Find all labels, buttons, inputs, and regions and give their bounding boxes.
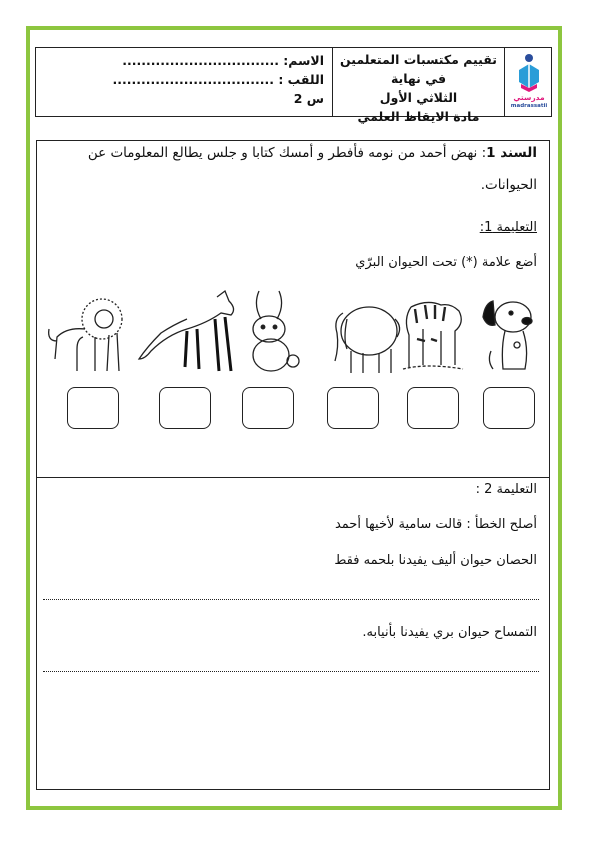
answer-box-rabbit[interactable] xyxy=(242,387,294,429)
tiger-icon xyxy=(403,302,463,369)
answer-box-lion[interactable] xyxy=(67,387,119,429)
instruction-1-label: التعليمة 1: xyxy=(479,220,537,235)
logo-text: مدرستي xyxy=(513,93,545,102)
logo-icon xyxy=(505,48,553,94)
support-text xyxy=(88,145,537,161)
answer-line-2[interactable] xyxy=(43,671,539,672)
wrong-sentence-2: التمساح حيوان بري يفيدنا بأنيابه. xyxy=(362,625,537,640)
answer-line-1[interactable] xyxy=(43,599,539,600)
worksheet-body xyxy=(36,140,550,790)
animal-pictures xyxy=(47,289,541,379)
answer-box-fox[interactable] xyxy=(159,387,211,429)
instruction-2-label: التعليمة 2 : xyxy=(475,482,537,497)
dog-icon xyxy=(483,301,532,369)
support-text-line2: الحيوانات. xyxy=(480,177,537,193)
title-line-1: تقييم مكتسبات المتعلمين في نهاية xyxy=(340,52,497,86)
title-line-3: مادة الايقاظ العلمي xyxy=(357,109,480,124)
rabbit-icon xyxy=(253,291,299,371)
logo-subtext: madrassatii xyxy=(510,103,548,109)
logo xyxy=(504,48,553,116)
fox-icon xyxy=(139,291,234,371)
exam-title xyxy=(332,48,504,124)
title-line-2: الثلاثي الأول xyxy=(379,90,458,105)
section-divider xyxy=(37,477,549,478)
elephant-icon xyxy=(335,307,400,373)
instruction-2-task: أصلح الخطأ : قالت سامية لأخيها أحمد xyxy=(334,517,537,532)
grade-label: س 2 xyxy=(293,91,324,106)
surname-field[interactable]: اللقب : .................................. xyxy=(112,72,324,87)
support-label: السند 1 xyxy=(486,145,537,161)
name-field[interactable]: الاسم: ................................. xyxy=(122,53,324,68)
student-info xyxy=(36,48,332,116)
instruction-1-text: أضع علامة (*) تحت الحيوان البرّي xyxy=(355,255,537,270)
lion-icon xyxy=(49,299,122,371)
wrong-sentence-1: الحصان حيوان أليف يفيدنا بلحمه فقط xyxy=(334,553,537,568)
answer-box-elephant[interactable] xyxy=(327,387,379,429)
header-table xyxy=(35,47,552,124)
answer-box-tiger[interactable] xyxy=(407,387,459,429)
support-sentence: : نهض أحمد من نومه فأفطر و أمسك كتابا و جلس يطالع المعلومات عن xyxy=(87,145,487,161)
answer-box-dog[interactable] xyxy=(483,387,535,429)
